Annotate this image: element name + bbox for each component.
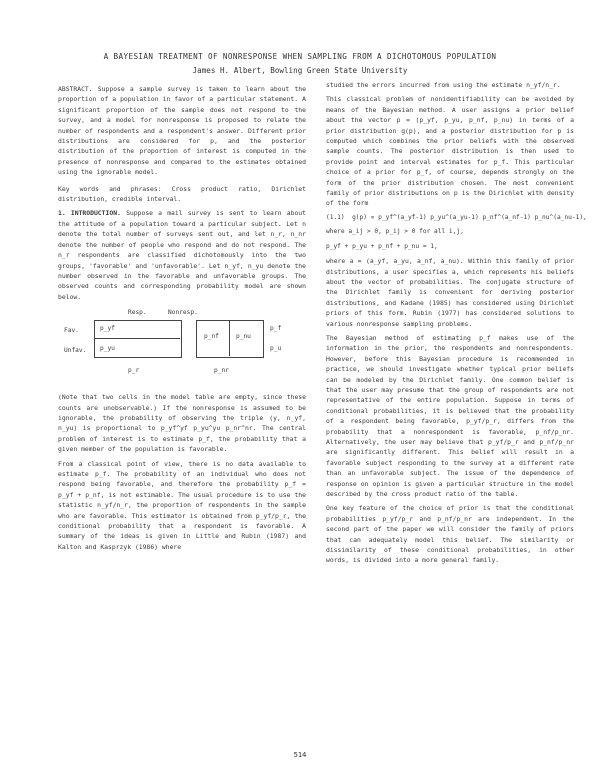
table-cell-p-nu: p_nu <box>236 333 251 341</box>
table-col-label-resp: Resp. <box>128 309 147 317</box>
paper-title: A BAYESIAN TREATMENT OF NONRESPONSE WHEN SAMPLING FROM A DICHOTOMOUS POPULATION <box>103 52 497 61</box>
intro-paragraph-3: From a classical point of view, there is no data available to estimate p_f. The probability of an individual who does not respond being favorable, and therefore the probability p_f = p_yf + p_nf, is not estimable. The usual procedure is to use the statistic n_yf/n_r, the proportion of respondents in the sample who are favorable. This estimator is obtained from p_yf/p_r, the conditional probability that a respondent is favorable. A summary of the ideas is given in Little and Rubin (1987) and Kalton and Kasprzyk (1986) where <box>58 459 306 551</box>
intro-text-1: Suppose a mail survey is sent to learn about the attitude of a population toward a particular subject. Let n denote the total number of surveys sent out, and let n_r, n_nr denote the number of people who respond and do not respond. The n_r respondents are classified dichotomously into the two groups, 'favorable' and 'unfavorable'. Let n_yf, n_yu denote the number observed in the favorable and unfavorable groups. The observed counts and corresponding probability model are shown below. <box>58 209 306 301</box>
right-paragraph-4: The Bayesian method of estimating p_f makes use of the information in the prior, the respondents and nonrespondents. However, before this Bayesian procedure is recommended in practice, we should investigate whether typical prior beliefs can be modeled by the Dirichlet family. One common belief is that the user may presume that the group of respondents are not representative of the entire population. Suppose in terms of conditional probabilities, it is believed that the probability of a respondent being favorable, p_yf/p_r, differs from the probability that a nonrespondent is favorable, p_nf/p_nr. Alternatively, the user may believe that p_yf/p_r and p_nf/p_nr are significantly different. This belief will result in a favorable subject responding to the survey at a different rate than an unfavorable subject. The issue of the dependence of response on opinion is given a particular structure in the model described by the cross product ratio of the table. <box>326 333 574 499</box>
formula-constraint-1: where a_ij > 0, p_ij > 0 for all i,j, <box>326 228 464 236</box>
table-divider-cols <box>229 320 230 356</box>
table-row-total-unfav: p_u <box>270 345 282 353</box>
right-paragraph-3: where a = (a_yf, a_yu, a_nf, a_nu). Within this family of prior distributions, a user specifies a, which represents his beliefs about the vector of probabilities. The conjugate structure of the Dirichlet family is convenient for deriving posterior distributions, and Kadane (1985) has considered using Dirichlet priors of this form. Rubin (1977) has considered solutions to various nonresponse sampling problems. <box>326 257 574 328</box>
page-number: 514 <box>293 751 307 759</box>
formula-dirichlet: (1.1) g(p) ∝ p_yf^(a_yf-1) p_yu^(a_yu-1) p_nf^(a_nf-1) p_nu^(a_nu-1), <box>326 213 587 221</box>
formula-constraint-2: p_yf + p_yu + p_nf + p_nu = 1, <box>326 242 438 250</box>
left-column <box>58 84 306 556</box>
table-row-total-fav: p_f <box>270 325 282 333</box>
intro-heading: 1. INTRODUCTION. <box>58 209 121 218</box>
right-column <box>326 80 587 570</box>
abstract-text: ABSTRACT. Suppose a sample survey is taken to learn about the proportion of a population in favor of a particular statement. A significant proportion of the sample does not respond to the survey, and a model for nonresponse is proposed to relate the number of respondents and a respondent's answer. Different prior distributions are considered for p, and the posterior distribution of the proportion of interest is computed in the presence of nonresponse and compared to the estimates obtained using the ignorable model. <box>58 85 306 177</box>
table-row-label-unfav: Unfav. <box>64 347 87 355</box>
table-col-total-nonresp: p_nr <box>214 367 229 375</box>
table-divider-rows <box>94 338 180 339</box>
table-col-label-nonresp: Nonresp. <box>168 309 198 317</box>
keywords: Key words and phrases: Cross product ratio, Dirichlet distribution, credible interval. <box>58 184 306 204</box>
right-paragraph-1: studied the errors incurred from using the estimate n_yf/n_r. <box>326 81 561 89</box>
table-cell-p-nf: p_nf <box>204 333 219 341</box>
response-table <box>64 308 300 386</box>
right-paragraph-5: One key feature of the choice of prior is that the conditional probabilities p_yf/p_r and p_nf/p_nr are independent. In the second part of the paper we will consider the family of priors that can adequately model this belief. The similarity or dissimilarity of these conditional probabilities, in other words, is divided into a more general family. <box>326 504 574 565</box>
table-row-label-fav: Fav. <box>64 327 79 335</box>
right-paragraph-2: This classical problem of nonidentifiability can be avoided by means of the Bayesian method. A user assigns a prior belief about the vector p = (p_yf, p_yu, p_nf, p_nu) in terms of a prior distribution g(p), and a posterior distribution for p is computed which combines the prior beliefs with the observed sample counts. The posterior distribution is then used to provide point and interval estimates for p_f. This particular choice of a prior for p_f, of course, depends strongly on the form of the prior distribution chosen. The most convenient family of prior distributions on p is the Dirichlet with density of the form <box>326 95 574 208</box>
paper-author: James H. Albert, Bowling Green State University <box>192 66 408 75</box>
table-col-total-resp: p_r <box>128 367 140 375</box>
intro-paragraph-2: (Note that two cells in the model table are empty, since these counts are unobservable.) If the nonresponse is assumed to be ignorable, the probability of observing the triple (y, n_yf, n_yu) is proportional to p_yf^yf p_yu^yu p_nr^nr. The central problem of interest is to estimate p_f, the probability that a given member of the population is favorable. <box>58 393 306 454</box>
intro-paragraph-1 <box>58 208 306 302</box>
table-cell-p-yu: p_yu <box>100 345 115 353</box>
table-cell-p-yf: p_yf <box>100 325 115 333</box>
